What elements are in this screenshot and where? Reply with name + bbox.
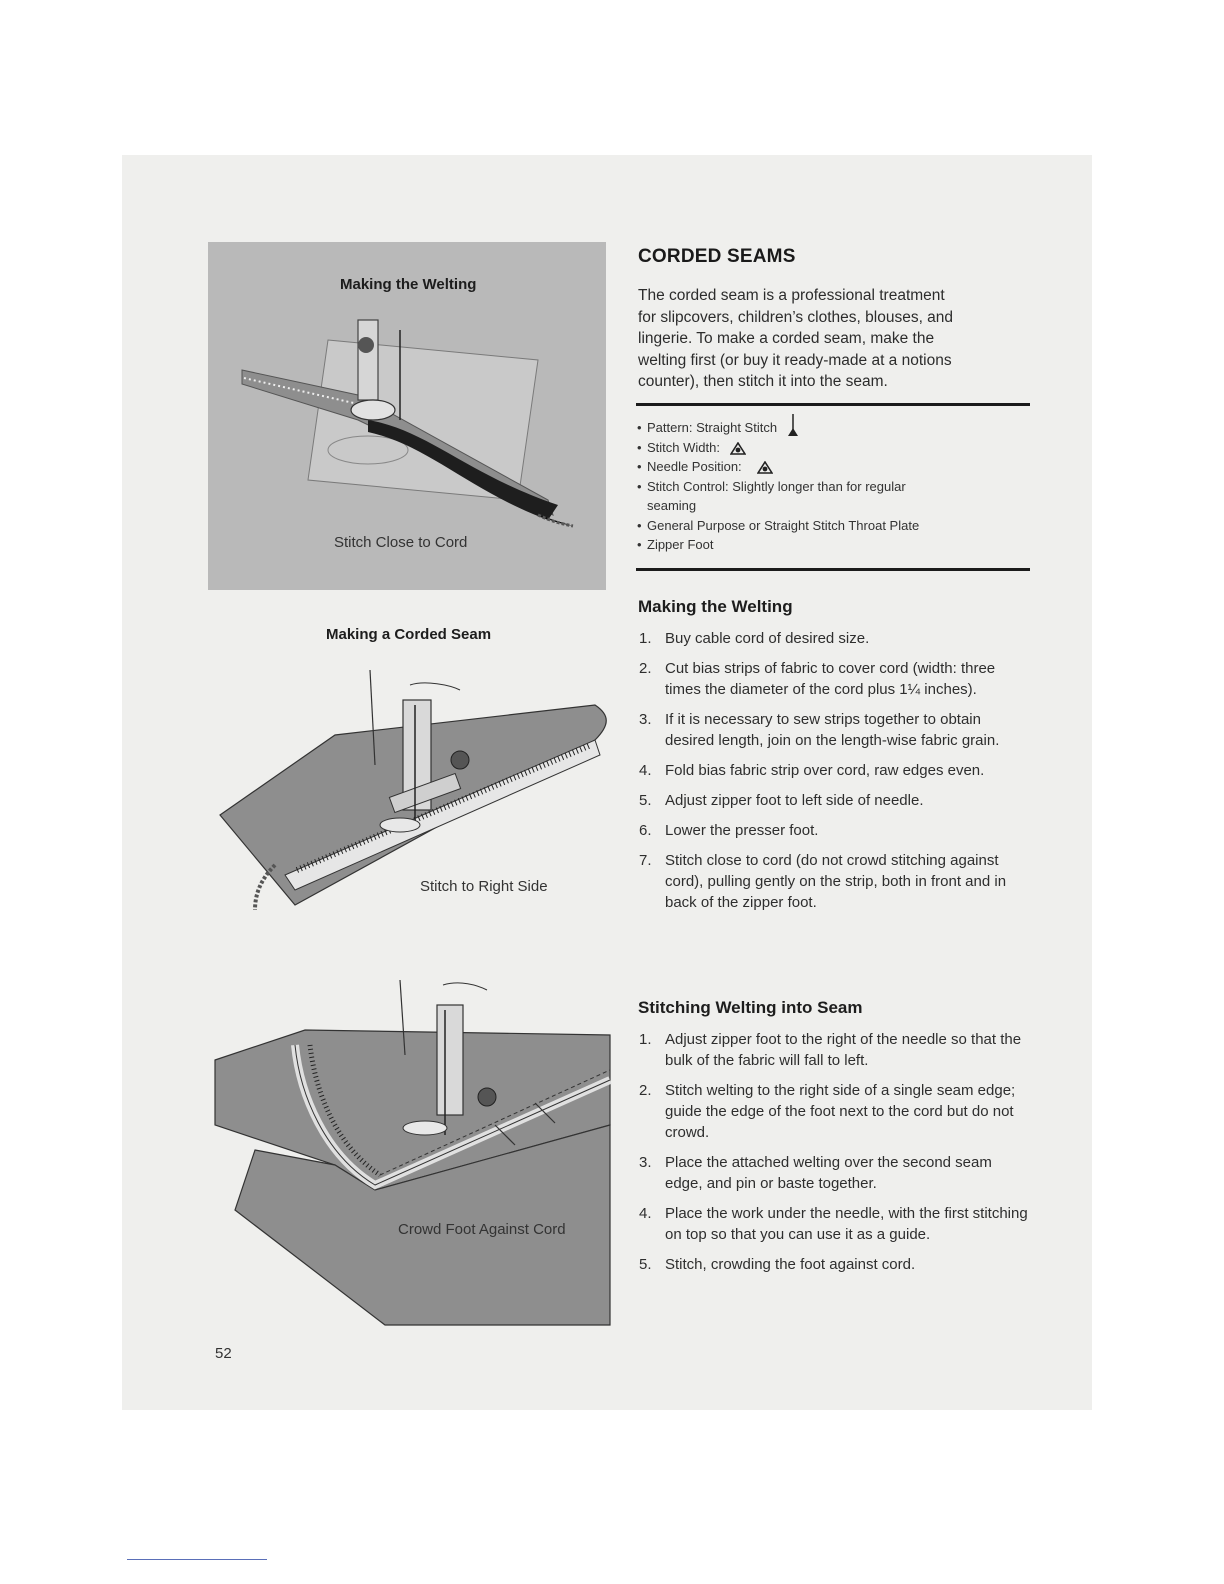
welting-steps-title: Making the Welting <box>638 597 793 616</box>
intro-line: for slipcovers, children’s clothes, blouses, and <box>638 308 954 326</box>
welting-illustration <box>208 300 606 560</box>
crowd-figure-label: Crowd Foot Against Cord <box>398 1221 566 1238</box>
intro-line: welting first (or buy it ready-made at a notions <box>638 351 952 369</box>
list-item: 2. Stitch welting to the right side of a single seam edge; guide the edge of the foot next to the cord but do not crowd. <box>639 1082 1016 1141</box>
footer-link-underline <box>127 1559 267 1560</box>
welting-figure-label: Stitch Close to Cord <box>334 534 468 551</box>
setting-throat-plate: • General Purpose or Straight Stitch Throat Plate <box>637 516 1031 536</box>
list-item: 5. Stitch, crowding the foot against cord. <box>639 1256 916 1273</box>
list-item: 1. Adjust zipper foot to the right of the needle so that the bulk of the fabric will fall to left. <box>639 1031 1022 1069</box>
intro-paragraph <box>638 285 1030 393</box>
machine-settings-list <box>637 418 1031 555</box>
list-item: 7. Stitch close to cord (do not crowd stitching against cord), pulling gently on the strip, both in front and in back of the zipper foot. <box>639 852 1007 911</box>
intro-line: lingerie. To make a corded seam, make the <box>638 330 935 347</box>
intro-line: The corded seam is a professional treatment <box>638 287 945 304</box>
seam-steps-list <box>637 1029 1032 1284</box>
setting-stitch-width: • Stitch Width: <box>637 438 1031 458</box>
intro-line: counter), then stitch it into the seam. <box>638 373 888 390</box>
crowd-foot-illustration <box>215 975 615 1315</box>
corded-seam-illustration <box>215 665 615 925</box>
stitch-width-symbol-icon <box>730 442 746 455</box>
settings-top-rule <box>636 403 1030 406</box>
section-title: CORDED SEAMS <box>638 246 796 267</box>
seam-steps-title: Stitching Welting into Seam <box>638 998 863 1017</box>
setting-needle-position: • Needle Position: <box>637 457 1031 477</box>
setting-foot: • Zipper Foot <box>637 535 1031 555</box>
welting-figure-caption: Making the Welting <box>340 276 477 293</box>
corded-seam-figure-label: Stitch to Right Side <box>420 878 548 895</box>
setting-pattern: • Pattern: Straight Stitch <box>637 418 1031 438</box>
corded-seam-figure-caption: Making a Corded Seam <box>326 626 492 643</box>
welting-steps-list <box>637 628 1032 922</box>
setting-stitch-control: • Stitch Control: Slightly longer than for regular seaming <box>637 477 1031 516</box>
list-item: 4. Fold bias fabric strip over cord, raw edges even. <box>639 762 985 779</box>
list-item: 4. Place the work under the needle, with the first stitching on top so that you can use it as a guide. <box>639 1205 1028 1243</box>
list-item: 6. Lower the presser foot. <box>639 822 819 839</box>
list-item: 1. Buy cable cord of desired size. <box>639 630 870 647</box>
list-item: 3. If it is necessary to sew strips together to obtain desired length, join on the length-wise fabric grain. <box>639 711 1000 749</box>
straight-stitch-icon <box>787 413 799 437</box>
list-item: 3. Place the attached welting over the second seam edge, and pin or baste together. <box>639 1154 992 1192</box>
needle-position-symbol-icon <box>757 461 773 474</box>
list-item: 5. Adjust zipper foot to left side of needle. <box>639 792 924 809</box>
list-item: 2. Cut bias strips of fabric to cover cord (width: three times the diameter of the cord plus 1¼ inches). <box>639 660 996 698</box>
settings-bottom-rule <box>636 568 1030 571</box>
page-number: 52 <box>215 1345 232 1362</box>
